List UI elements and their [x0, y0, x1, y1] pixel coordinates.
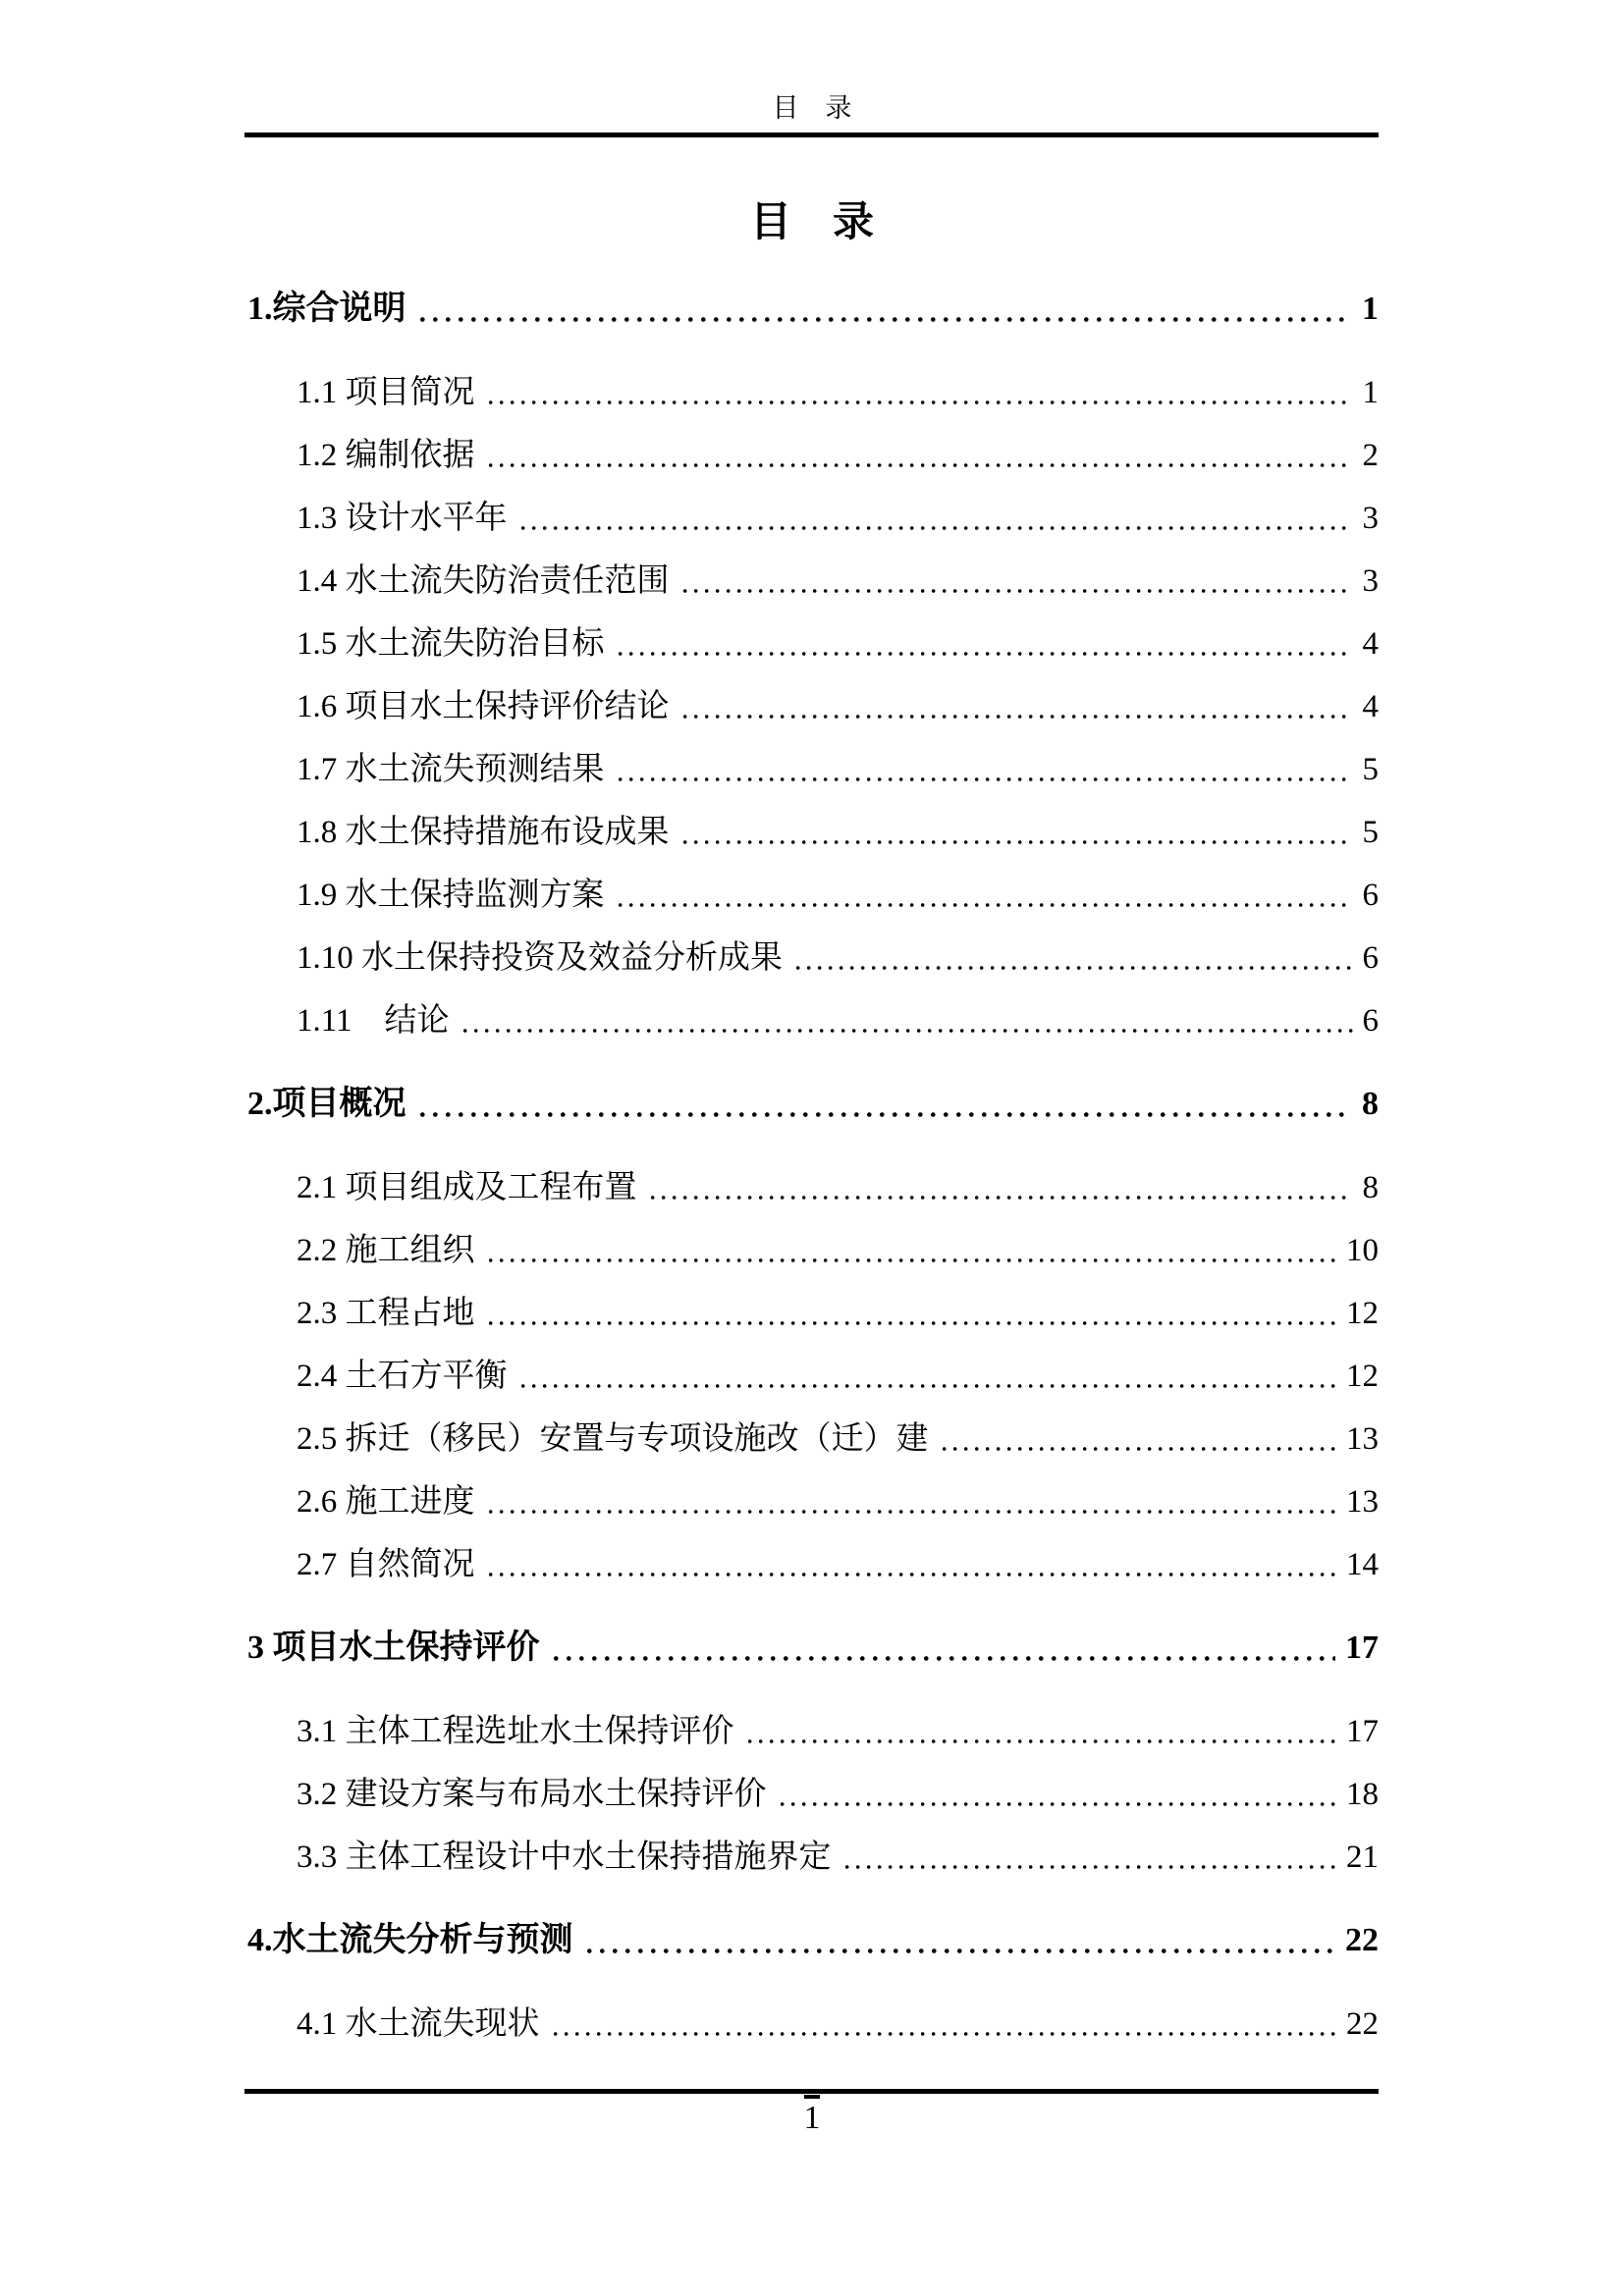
toc-entry-label: 2.5 拆迁（移民）安置与专项设施改（迁）建 [297, 1421, 929, 1457]
toc-entry [247, 487, 1379, 550]
toc-entry-page: 13 [1346, 1484, 1379, 1520]
toc-entry [247, 801, 1379, 864]
dot-leader [683, 801, 1353, 864]
toc-entry [247, 1533, 1379, 1596]
toc-entry-page: 3 [1362, 501, 1379, 536]
toc-entry [247, 1345, 1379, 1408]
toc-entry-page: 8 [1362, 1086, 1379, 1122]
toc-entry-page: 13 [1346, 1421, 1379, 1457]
toc-entry [247, 1909, 1379, 1972]
toc-entry [247, 361, 1379, 424]
dot-leader [651, 1156, 1353, 1219]
toc-entry [247, 424, 1379, 487]
toc-entry-label: 1.综合说明 [247, 291, 406, 327]
toc-entry-label: 1.10 水土保持投资及效益分析成果 [297, 940, 783, 976]
toc-entry-page: 2 [1362, 438, 1379, 473]
toc-entry-page: 22 [1345, 1922, 1379, 1958]
toc-entry [247, 1408, 1379, 1470]
dot-leader [554, 1993, 1337, 2056]
toc-entry-page: 4 [1362, 626, 1379, 662]
toc-entry [247, 550, 1379, 613]
toc-entry-page: 6 [1362, 1003, 1379, 1039]
dot-leader [943, 1408, 1337, 1470]
dot-leader [489, 361, 1353, 424]
dot-leader [489, 1219, 1337, 1282]
toc-entry-label: 1.1 项目简况 [297, 375, 475, 410]
toc-entry-label: 1.5 水土流失防治目标 [297, 626, 605, 662]
toc-entry [247, 989, 1379, 1052]
toc-entry-page: 8 [1362, 1170, 1379, 1205]
dot-leader [587, 1909, 1336, 1972]
dot-leader [619, 864, 1353, 927]
toc-entry-label: 2.4 土石方平衡 [297, 1359, 508, 1394]
toc-entry-page: 3 [1362, 563, 1379, 599]
toc-entry [247, 927, 1379, 989]
toc-entry [247, 1763, 1379, 1826]
toc-entry-label: 1.4 水土流失防治责任范围 [297, 563, 670, 599]
toc-entry [247, 1617, 1379, 1680]
running-header: 目 录 [772, 93, 852, 123]
toc-entry-page: 12 [1346, 1296, 1379, 1331]
toc-entry-label: 1.9 水土保持监测方案 [297, 878, 605, 913]
toc-entry-label: 3.3 主体工程设计中水土保持措施界定 [297, 1840, 832, 1875]
toc-entry-page: 1 [1362, 375, 1379, 410]
footer-rule [244, 2089, 1379, 2094]
toc-entry-page: 10 [1346, 1233, 1379, 1268]
toc-entry-page: 14 [1346, 1547, 1379, 1582]
footer-dash-mark [804, 2095, 820, 2099]
dot-leader [845, 1826, 1337, 1889]
toc-entry-label: 1.7 水土流失预测结果 [297, 752, 605, 787]
toc-entry-page: 6 [1362, 878, 1379, 913]
toc-entry [247, 278, 1379, 341]
toc-entry [247, 1219, 1379, 1282]
toc-entry [247, 1470, 1379, 1533]
toc-entry-label: 3.2 建设方案与布局水土保持评价 [297, 1777, 767, 1812]
toc-entry-label: 1.2 编制依据 [297, 438, 475, 473]
dot-leader [463, 989, 1353, 1052]
dot-leader [420, 278, 1353, 341]
toc-entry [247, 1156, 1379, 1219]
header-rule [244, 133, 1379, 137]
toc-entry-label: 3 项目水土保持评价 [247, 1629, 540, 1666]
toc-entry [247, 1826, 1379, 1889]
dot-leader [489, 1470, 1337, 1533]
toc-entry-page: 22 [1346, 2006, 1379, 2042]
toc-entry [247, 675, 1379, 738]
toc-entry [247, 1073, 1379, 1136]
toc-entry-label: 2.7 自然简况 [297, 1547, 475, 1582]
toc-entry-label: 4.水土流失分析与预测 [247, 1922, 573, 1958]
toc-entry-page: 12 [1346, 1359, 1379, 1394]
dot-leader [489, 1282, 1337, 1345]
page-title: 目 录 [749, 200, 874, 245]
toc-entry [247, 738, 1379, 801]
toc-entry-page: 5 [1362, 752, 1379, 787]
toc-entry-label: 2.1 项目组成及工程布置 [297, 1170, 637, 1205]
toc-entry-page: 1 [1362, 291, 1379, 327]
dot-leader [683, 675, 1353, 738]
toc-entry-label: 4.1 水土流失现状 [297, 2006, 540, 2042]
dot-leader [781, 1763, 1337, 1826]
toc-list [247, 257, 1379, 2056]
toc-entry-page: 6 [1362, 940, 1379, 976]
toc-entry-label: 2.2 施工组织 [297, 1233, 475, 1268]
toc-entry-page: 4 [1362, 689, 1379, 724]
dot-leader [489, 1533, 1337, 1596]
toc-entry [247, 1993, 1379, 2056]
dot-leader [521, 1345, 1337, 1408]
toc-entry [247, 864, 1379, 927]
dot-leader [521, 487, 1353, 550]
toc-entry-label: 1.3 设计水平年 [297, 501, 508, 536]
toc-entry-page: 18 [1346, 1777, 1379, 1812]
toc-entry-label: 2.6 施工进度 [297, 1484, 475, 1520]
dot-leader [683, 550, 1353, 613]
toc-entry-page: 5 [1362, 815, 1379, 850]
dot-leader [420, 1073, 1353, 1136]
toc-entry-label: 3.1 主体工程选址水土保持评价 [297, 1714, 734, 1749]
dot-leader [619, 613, 1353, 675]
toc-entry [247, 1700, 1379, 1763]
toc-entry-page: 17 [1346, 1714, 1379, 1749]
footer-page-number: 1 [803, 2100, 821, 2136]
dot-leader [748, 1700, 1337, 1763]
toc-entry [247, 1282, 1379, 1345]
toc-entry-page: 17 [1345, 1629, 1379, 1666]
dot-leader [619, 738, 1353, 801]
dot-leader [489, 424, 1353, 487]
toc-entry [247, 613, 1379, 675]
toc-entry-page: 21 [1346, 1840, 1379, 1875]
toc-entry-label: 2.3 工程占地 [297, 1296, 475, 1331]
toc-entry-label: 1.8 水土保持措施布设成果 [297, 815, 670, 850]
dot-leader [554, 1617, 1336, 1680]
dot-leader [796, 927, 1353, 989]
toc-entry-label: 2.项目概况 [247, 1086, 406, 1122]
toc-entry-label: 1.11 结论 [297, 1003, 450, 1039]
toc-entry-label: 1.6 项目水土保持评价结论 [297, 689, 670, 724]
